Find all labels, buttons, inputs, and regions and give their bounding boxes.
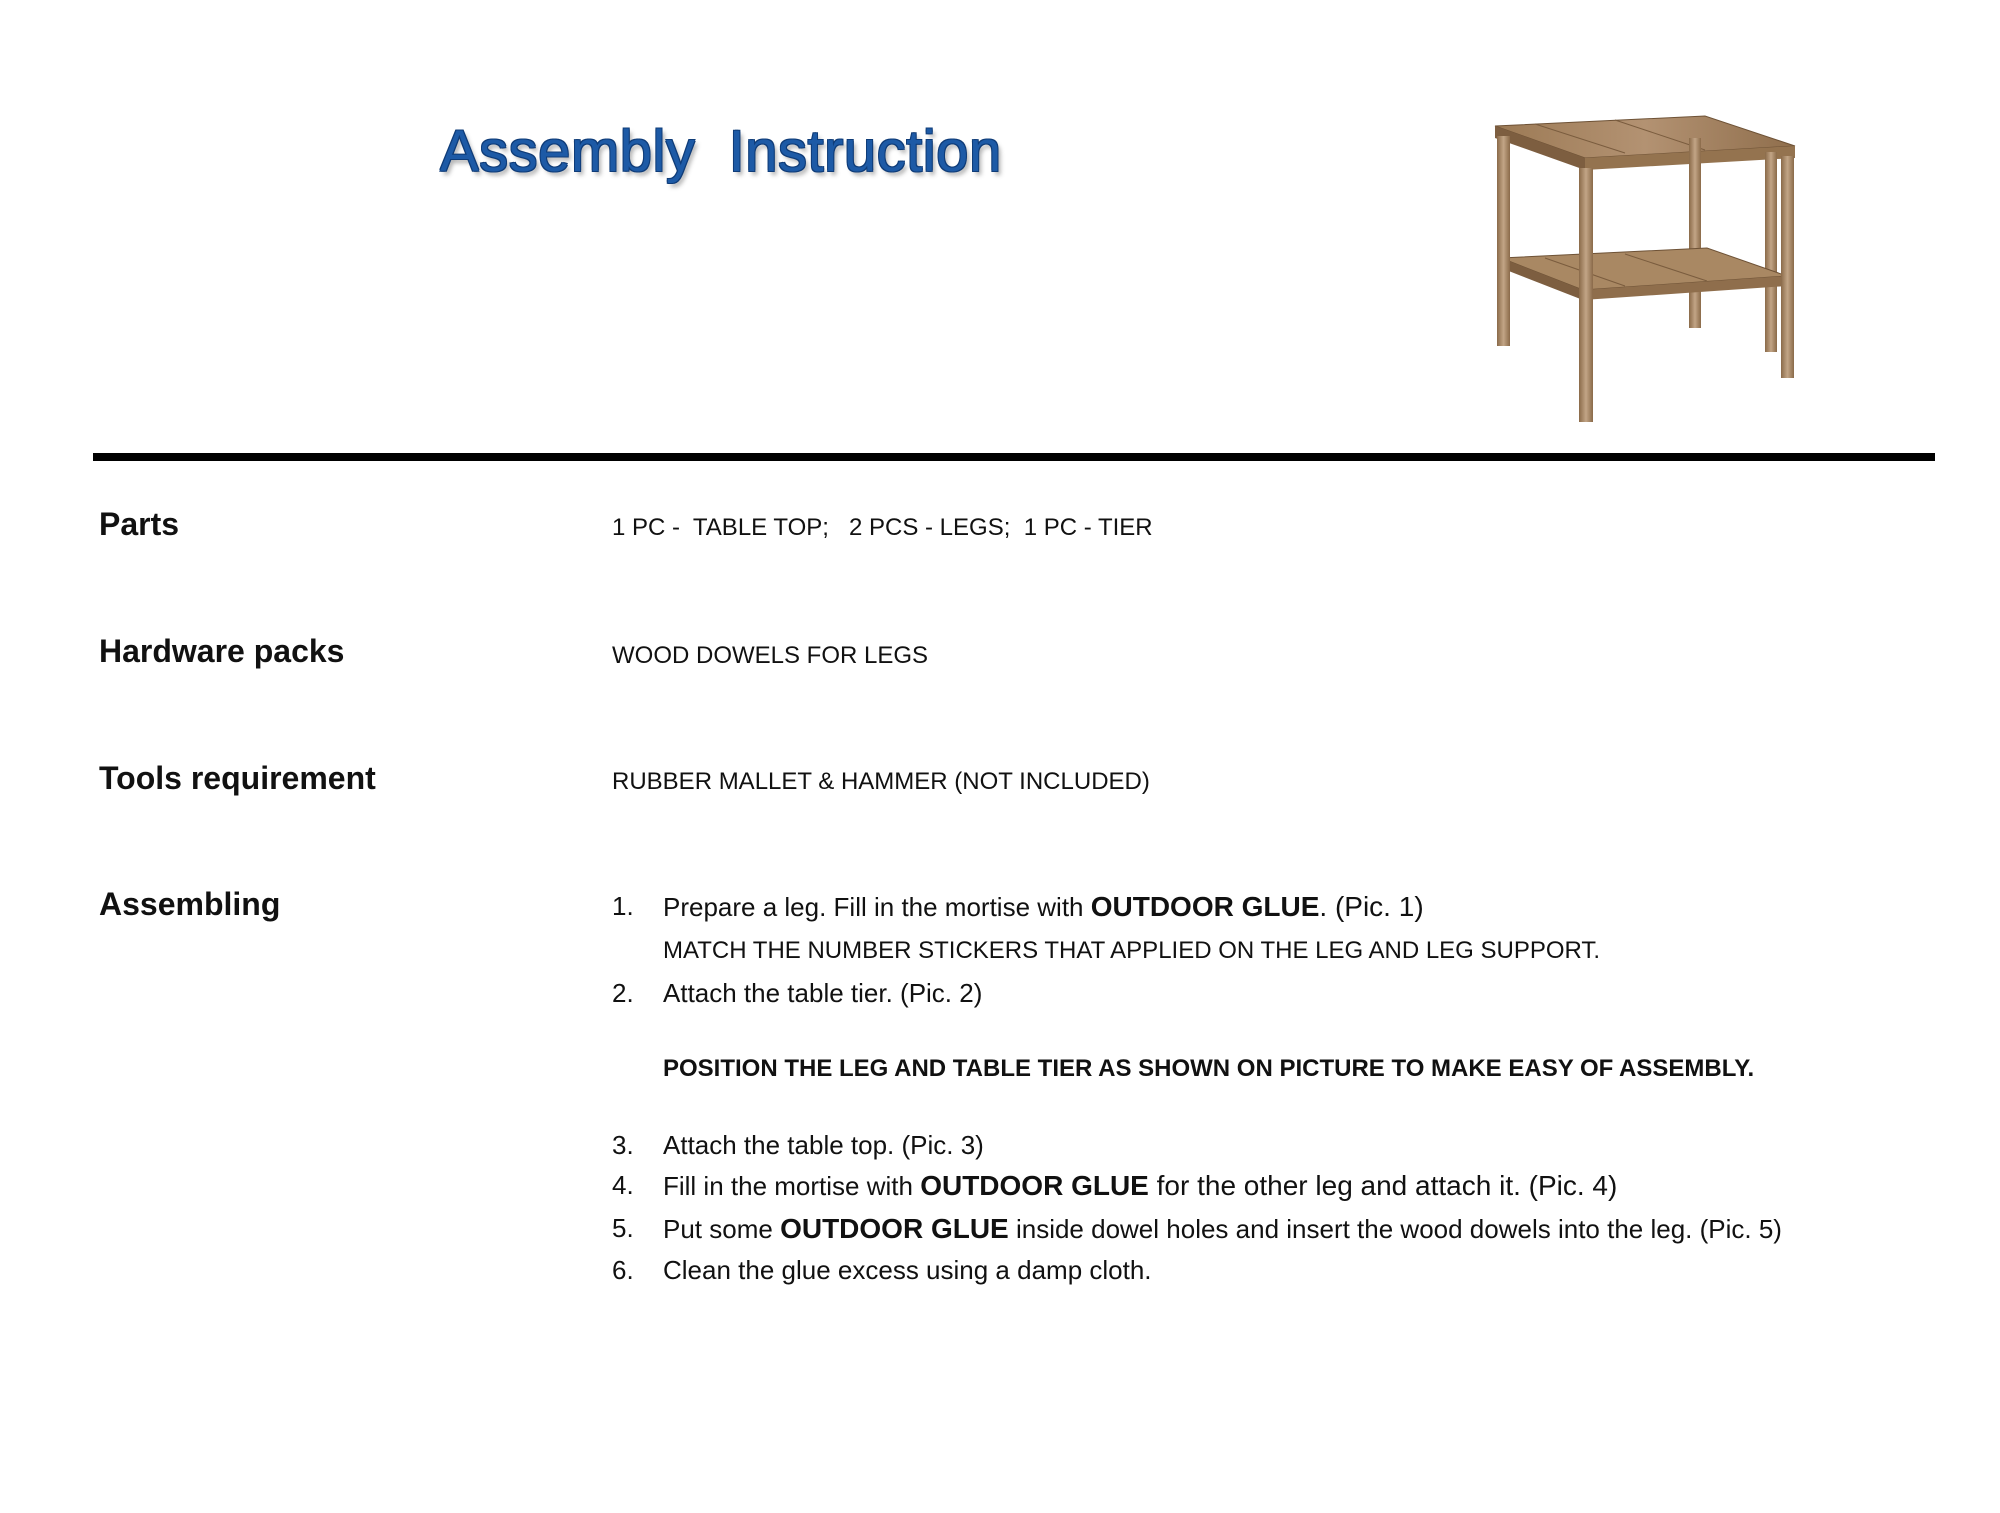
console-table-image: [1475, 108, 1805, 428]
step-number: 6.: [612, 1255, 634, 1285]
step-number: 1.: [612, 891, 634, 921]
parts-label: Parts: [99, 506, 180, 542]
section-divider: [93, 453, 1935, 461]
tools-label: Tools requirement: [99, 760, 376, 796]
match-stickers-note: MATCH THE NUMBER STICKERS THAT APPLIED ON THE LEG AND LEG SUPPORT.: [663, 937, 1601, 964]
hardware-value: WOOD DOWELS FOR LEGS: [612, 642, 929, 669]
hardware-label: Hardware packs: [99, 633, 345, 669]
step-number: 3.: [612, 1130, 634, 1160]
step-number: 4.: [612, 1170, 634, 1200]
position-note: POSITION THE LEG AND TABLE TIER AS SHOWN ON PICTURE TO MAKE EASY OF ASSEMBLY.: [663, 1055, 1755, 1082]
step-number: 5.: [612, 1213, 634, 1243]
parts-value: 1 PC - TABLE TOP; 2 PCS - LEGS; 1 PC - TIER: [612, 514, 1153, 541]
assembling-label: Assembling: [99, 886, 281, 922]
page-title: Assembly Instruction: [440, 119, 1002, 184]
step-number: 2.: [612, 978, 634, 1008]
tools-value: RUBBER MALLET & HAMMER (NOT INCLUDED): [612, 768, 1150, 795]
